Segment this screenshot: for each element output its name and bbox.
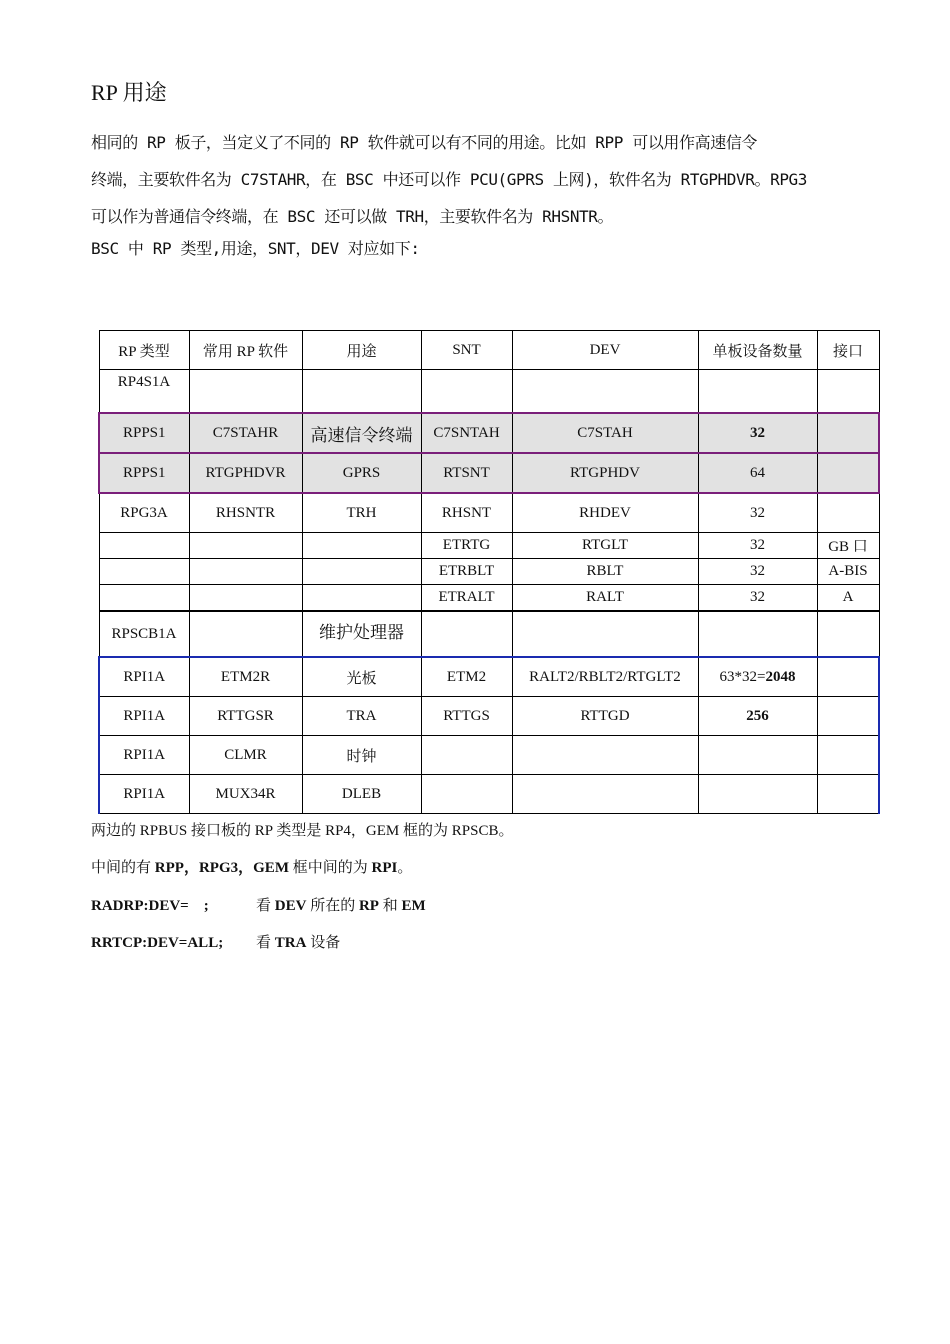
- table-cell: [698, 736, 817, 775]
- table-cell: [512, 370, 698, 414]
- table-cell: [189, 533, 302, 559]
- table-cell: RTGLT: [512, 533, 698, 559]
- table-cell: A-BIS: [817, 559, 879, 585]
- table-cell: RHDEV: [512, 493, 698, 533]
- note-text: 和: [378, 898, 402, 914]
- table-cell: 维护处理器: [302, 611, 421, 657]
- table-cell: [421, 611, 512, 657]
- header-cell: SNT: [421, 331, 512, 370]
- note-term: EM: [401, 898, 426, 914]
- etm2-total: 2048: [765, 668, 796, 685]
- note-text: 看: [256, 935, 275, 951]
- table-cell: RPG3A: [99, 493, 189, 533]
- table-cell: [817, 370, 879, 414]
- table-cell: [817, 493, 879, 533]
- table-cell: C7SNTAH: [421, 413, 512, 453]
- table-cell: GPRS: [302, 453, 421, 493]
- table-cell: [512, 775, 698, 814]
- note-term: RPP: [154, 860, 184, 876]
- table-cell: RPPS1: [99, 413, 189, 453]
- table-cell: RTTGS: [421, 697, 512, 736]
- note-text: 设备: [306, 935, 341, 951]
- table-cell: 32: [698, 493, 817, 533]
- header-cell: 常用 RP 软件: [189, 331, 302, 370]
- intro-line: 可以作为普通信令终端，在 BSC 还可以做 TRH，主要软件名为 RHSNTR。: [91, 207, 614, 226]
- table-cell: RP4S1A: [99, 370, 189, 414]
- table-cell: 光板: [302, 657, 421, 697]
- table-row: [99, 611, 879, 657]
- table-cell: 32: [698, 413, 817, 453]
- mapping-caption: BSC 中 RP 类型,用途，SNT，DEV 对应如下:: [91, 239, 420, 258]
- table-cell: [698, 775, 817, 814]
- table-row: [99, 585, 879, 612]
- table-cell: [512, 611, 698, 657]
- table-cell: [302, 585, 421, 612]
- table-cell: MUX34R: [189, 775, 302, 814]
- note-text: 中间的有: [91, 860, 155, 876]
- table-cell: ETRBLT: [421, 559, 512, 585]
- header-cell: 接口: [817, 331, 879, 370]
- table-cell: [99, 559, 189, 585]
- page-title: RP 用途: [91, 80, 167, 105]
- rp-type-table-wrapper: [98, 330, 880, 802]
- table-cell: [421, 736, 512, 775]
- table-cell: RTTGSR: [189, 697, 302, 736]
- note-term: RP: [358, 898, 379, 914]
- table-cell: [817, 736, 879, 775]
- table-cell: [421, 775, 512, 814]
- table-cell: C7STAHR: [189, 413, 302, 453]
- table-cell: TRA: [302, 697, 421, 736]
- table-cell: [512, 736, 698, 775]
- header-cell: DEV: [512, 331, 698, 370]
- note-text: 。: [397, 860, 413, 876]
- table-cell: 高速信令终端: [302, 413, 421, 453]
- table-cell: RHSNTR: [189, 493, 302, 533]
- note-radrp-command: [91, 894, 426, 915]
- table-cell: C7STAH: [512, 413, 698, 453]
- table-cell: RPI1A: [99, 657, 189, 697]
- table-cell: 32: [698, 533, 817, 559]
- table-row-blue: [99, 657, 879, 697]
- table-cell: RHSNT: [421, 493, 512, 533]
- note-term: RPG3: [198, 860, 239, 876]
- intro-paragraph: [91, 124, 881, 235]
- table-cell: RPI1A: [99, 697, 189, 736]
- table-cell: RPPS1: [99, 453, 189, 493]
- table-cell: [421, 370, 512, 414]
- rp-type-table: [98, 330, 880, 814]
- table-cell: ETM2R: [189, 657, 302, 697]
- table-cell: 256: [698, 697, 817, 736]
- table-cell: [817, 611, 879, 657]
- command-text: RRTCP:DEV=ALL;: [91, 935, 224, 951]
- table-cell: [189, 585, 302, 612]
- table-row-blue: [99, 697, 879, 736]
- table-cell: RPI1A: [99, 736, 189, 775]
- table-cell: RPSCB1A: [99, 611, 189, 657]
- note-term: GEM: [253, 860, 289, 876]
- table-cell: 64: [698, 453, 817, 493]
- table-row: [99, 370, 879, 414]
- table-cell: [99, 533, 189, 559]
- table-row: [99, 559, 879, 585]
- intro-line: 终端，主要软件名为 C7STAHR，在 BSC 中还可以作 PCU(GPRS 上网)，软件名为 RTGPHDVR。RPG3: [91, 170, 808, 189]
- intro-line: 相同的 RP 板子，当定义了不同的 RP 软件就可以有不同的用途。比如 RPP 可以用作高速信令: [91, 133, 758, 152]
- table-cell: [189, 611, 302, 657]
- note-text: 看: [256, 898, 275, 914]
- command-text: RADRP:DEV= ;: [91, 898, 209, 914]
- header-cell: RP 类型: [99, 331, 189, 370]
- table-cell: [817, 413, 879, 453]
- note-text: 所在的: [306, 898, 359, 914]
- note-term: RPI: [371, 860, 398, 876]
- table-cell: 32: [698, 585, 817, 612]
- table-cell: DLEB: [302, 775, 421, 814]
- table-row: [99, 533, 879, 559]
- table-cell: [302, 533, 421, 559]
- table-cell: [698, 611, 817, 657]
- table-cell: [698, 657, 817, 697]
- note-sep: ，: [238, 860, 254, 876]
- table-cell: RPI1A: [99, 775, 189, 814]
- note-term: TRA: [274, 935, 307, 951]
- table-cell: GB 口: [817, 533, 879, 559]
- table-cell: [189, 559, 302, 585]
- table-cell: [99, 585, 189, 612]
- note-text: 框中间的为: [288, 860, 372, 876]
- table-cell: RTSNT: [421, 453, 512, 493]
- table-cell: RTTGD: [512, 697, 698, 736]
- note-middle-boards: [91, 856, 412, 877]
- etm2-formula: 63*32=: [719, 668, 766, 685]
- table-cell: RTGPHDVR: [189, 453, 302, 493]
- table-cell: A: [817, 585, 879, 612]
- note-rrtcp-command: [91, 931, 340, 952]
- note-sep: ，: [183, 860, 199, 876]
- table-cell: ETRTG: [421, 533, 512, 559]
- table-cell: RTGPHDV: [512, 453, 698, 493]
- table-cell: ETM2: [421, 657, 512, 697]
- table-row-blue: [99, 736, 879, 775]
- header-cell: 单板设备数量: [698, 331, 817, 370]
- table-cell: RALT2/RBLT2/RTGLT2: [512, 657, 698, 697]
- table-cell: CLMR: [189, 736, 302, 775]
- table-cell: 32: [698, 559, 817, 585]
- table-cell: ETRALT: [421, 585, 512, 612]
- table-cell: RALT: [512, 585, 698, 612]
- table-row-highlighted: [99, 453, 879, 493]
- note-term: DEV: [274, 898, 307, 914]
- table-cell: TRH: [302, 493, 421, 533]
- table-cell: 时钟: [302, 736, 421, 775]
- table-cell: [302, 559, 421, 585]
- table-cell: [817, 657, 879, 697]
- table-cell: [817, 775, 879, 814]
- table-cell: [698, 370, 817, 414]
- table-header-row: [99, 331, 879, 370]
- table-cell: RBLT: [512, 559, 698, 585]
- table-row-blue: [99, 775, 879, 814]
- table-cell: [817, 453, 879, 493]
- table-cell: [817, 697, 879, 736]
- table-row-highlighted: [99, 413, 879, 453]
- header-cell: 用途: [302, 331, 421, 370]
- table-row: [99, 493, 879, 533]
- note-rp-types: 两边的 RPBUS 接口板的 RP 类型是 RP4，GEM 框的为 RPSCB。: [91, 823, 514, 839]
- table-cell: [302, 370, 421, 414]
- table-cell: [189, 370, 302, 414]
